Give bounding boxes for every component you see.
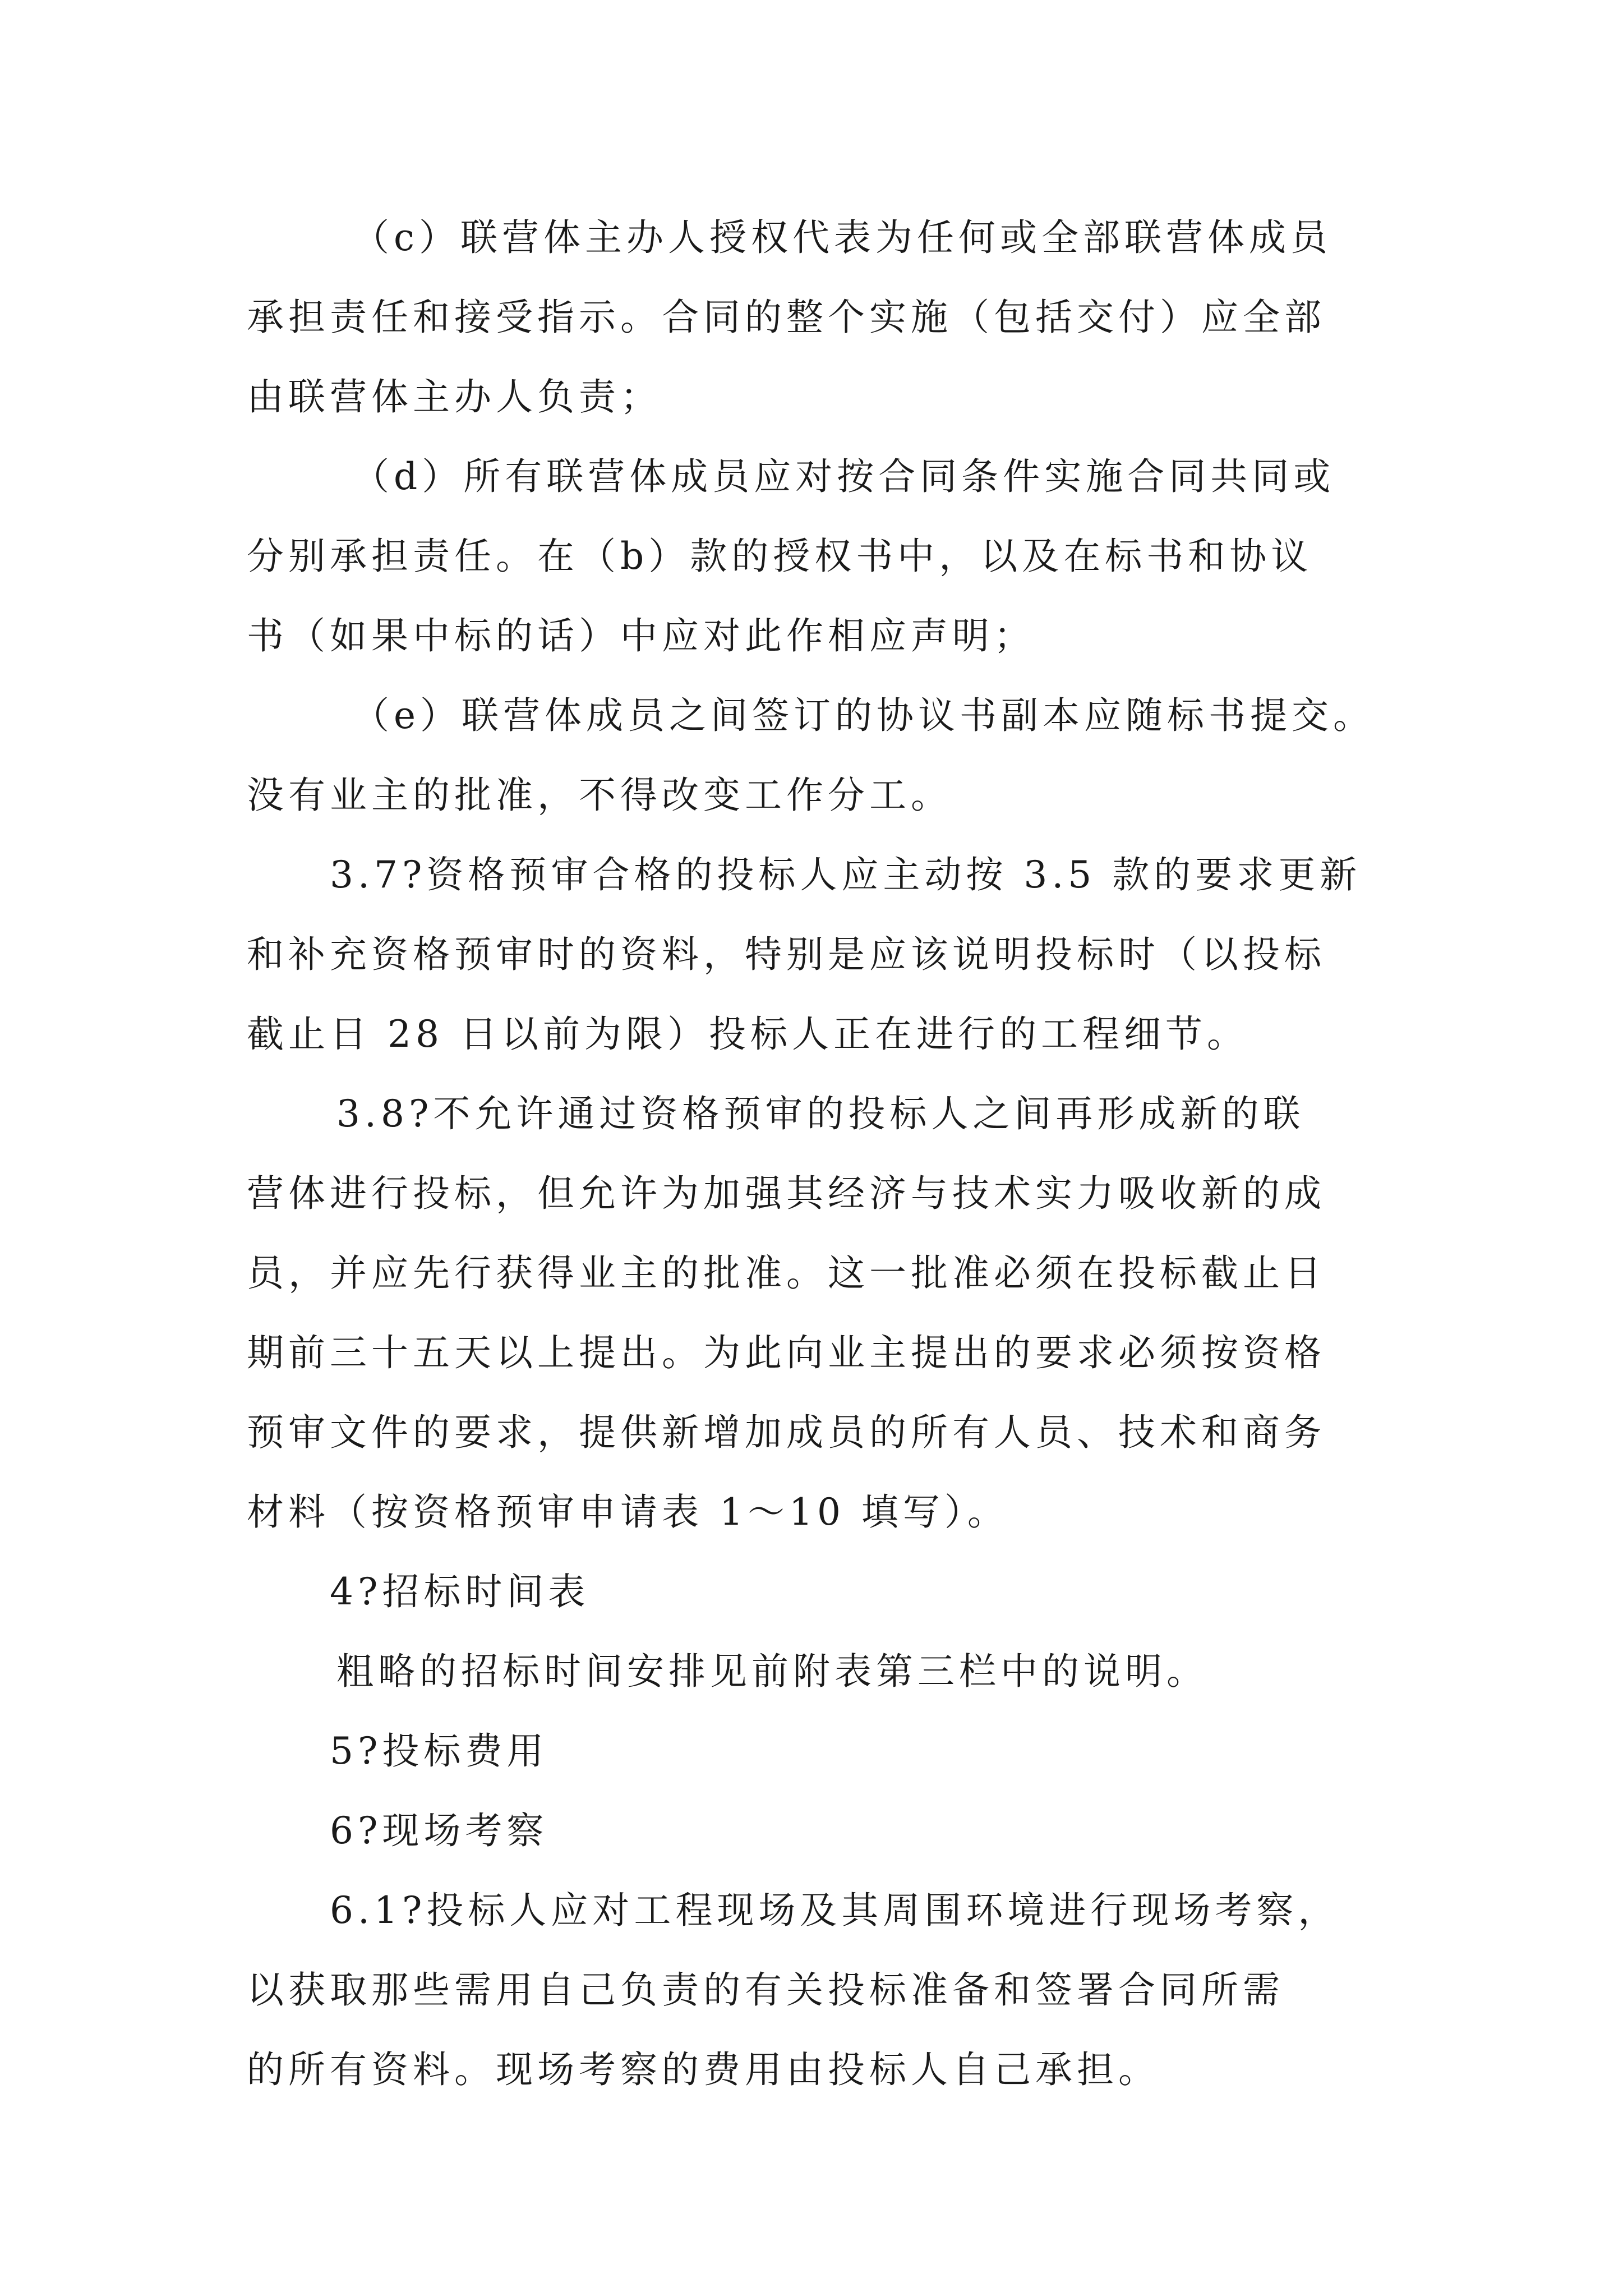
text-line: 员，并应先行获得业主的批准。这一批准必须在投标截止日 (247, 1251, 1326, 1295)
text-line: 3.7?资格预审合格的投标人应主动按 3.5 款的要求更新 (330, 853, 1362, 896)
section-heading: 4?招标时间表 (330, 1570, 590, 1613)
text-line: 的所有资料。现场考察的费用由投标人自己承担。 (247, 2048, 1160, 2091)
text-line: （e）联营体成员之间签订的协议书副本应随标书提交。 (352, 694, 1375, 737)
text-line: 期前三十五天以上提出。为此向业主提出的要求必须按资格 (247, 1331, 1326, 1374)
text-line: 没有业主的批准，不得改变工作分工。 (247, 774, 952, 817)
text-line: 以获取那些需用自己负责的有关投标准备和签署合同所需 (247, 1968, 1284, 2012)
section-heading: 5?投标费用 (330, 1729, 548, 1773)
text-line: 3.8?不允许通过资格预审的投标人之间再形成新的联 (336, 1092, 1305, 1135)
text-line: 粗略的招标时间安排见前附表第三栏中的说明。 (336, 1650, 1208, 1693)
section-heading: 6?现场考察 (330, 1809, 548, 1852)
text-line: 截止日 28 日以前为限）投标人正在进行的工程细节。 (247, 1013, 1248, 1056)
text-line: 书（如果中标的话）中应对此作相应声明； (247, 614, 1035, 657)
text-line: 分别承担责任。在（b）款的授权书中，以及在标书和协议 (247, 535, 1313, 578)
text-line: 由联营体主办人负责； (247, 375, 662, 418)
text-line: （c）联营体主办人授权代表为任何或全部联营体成员 (352, 216, 1332, 259)
text-line: （d）所有联营体成员应对按合同条件实施合同共同或 (352, 455, 1335, 498)
text-line: 营体进行投标，但允许为加强其经济与技术实力吸收新的成 (247, 1172, 1326, 1215)
text-line: 材料（按资格预审申请表 1～10 填写）。 (247, 1490, 1009, 1534)
text-line: 承担责任和接受指示。合同的整个实施（包括交付）应全部 (247, 296, 1326, 339)
text-line: 预审文件的要求，提供新增加成员的所有人员、技术和商务 (247, 1411, 1326, 1454)
text-line: 和补充资格预审时的资料，特别是应该说明投标时（以投标 (247, 933, 1326, 976)
text-line: 6.1?投标人应对工程现场及其周围环境进行现场考察， (330, 1889, 1340, 1932)
